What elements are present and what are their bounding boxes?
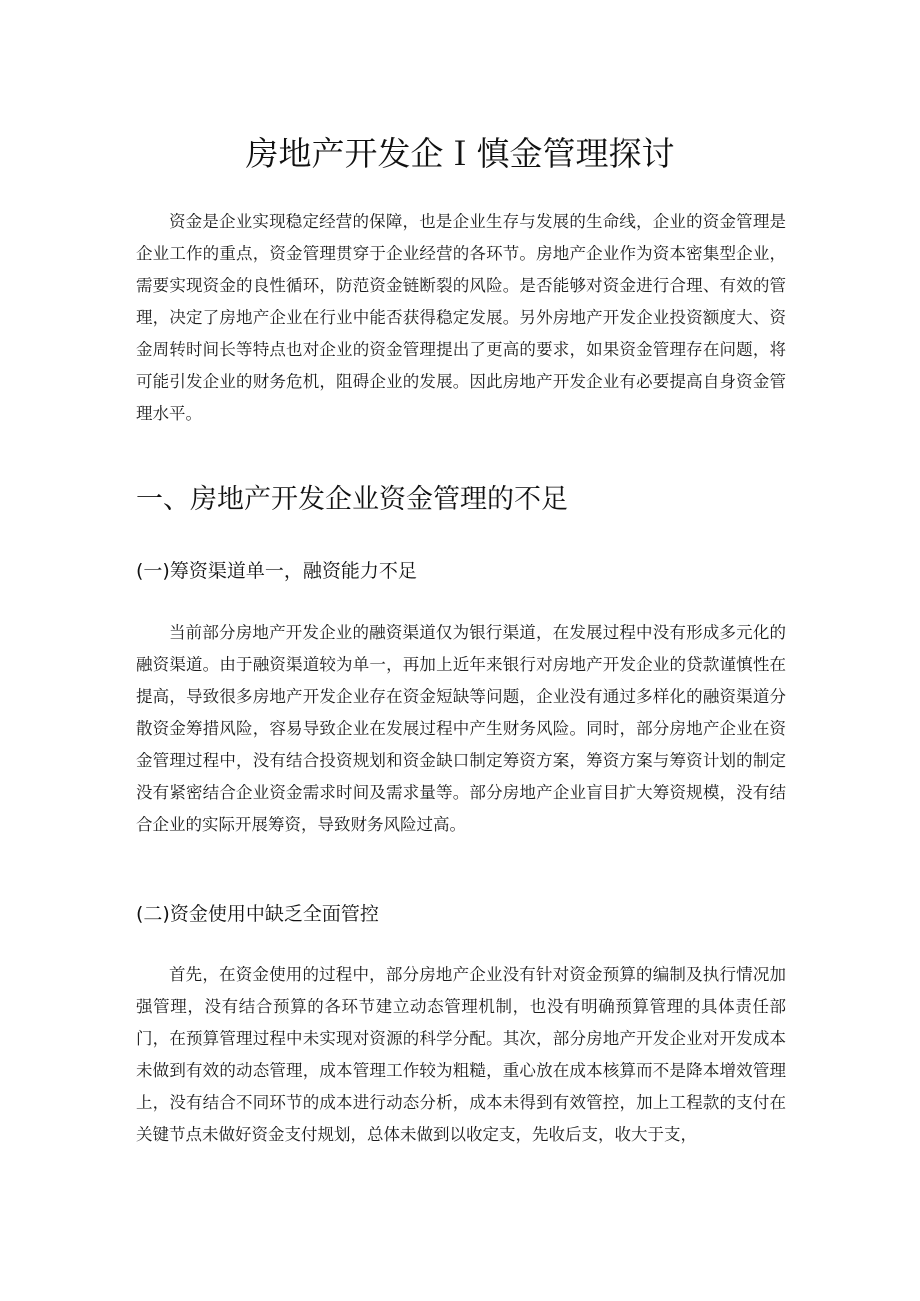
- document-title: 房地产开发企Ｉ慎金管理探讨: [245, 134, 675, 173]
- intro-paragraph: 资金是企业实现稳定经营的保障，也是企业生存与发展的生命线，企业的资金管理是企业工作的重点，资金管理贯穿于企业经营的各环节。房地产企业作为资本密集型企业，需要实现资金的良性循环，防范资金链断裂的风险。是否能够对资金进行合理、有效的管理，决定了房地产企业在行业中能否获得稳定发展。另外房地产开发企业投资额度大、资金周转时间长等特点也对企业的资金管理提出了更高的要求，如果资金管理存在问题，将可能引发企业的财务危机，阻碍企业的发展。因此房地产开发企业有必要提高自身资金管理水平。: [136, 212, 786, 423]
- subsection-heading-1: (一)筹资渠道单一，融资能力不足: [136, 560, 417, 582]
- subsection-heading-2: (二)资金使用中缺乏全面管控: [136, 903, 379, 925]
- subsection-1-paragraph: 当前部分房地产开发企业的融资渠道仅为银行渠道，在发展过程中没有形成多元化的融资渠道。由于融资渠道较为单一，再加上近年来银行对房地产开发企业的贷款谨慎性在提高，导致很多房地产开发企业存在资金短缺等问题，企业没有通过多样化的融资渠道分散资金筹措风险，容易导致企业在发展过程中产生财务风险。同时，部分房地产企业在资金管理过程中，没有结合投资规划和资金缺口制定筹资方案，筹资方案与筹资计划的制定没有紧密结合企业资金需求时间及需求量等。部分房地产企业盲目扩大筹资规模，没有结合企业的实际开展筹资，导致财务风险过高。: [136, 623, 786, 834]
- section-heading-1: 一、房地产开发企业资金管理的不足: [136, 484, 568, 515]
- subsection-2-paragraph: 首先，在资金使用的过程中，部分房地产企业没有针对资金预算的编制及执行情况加强管理，没有结合预算的各环节建立动态管理机制，也没有明确预算管理的具体责任部门，在预算管理过程中未实现对资源的科学分配。其次，部分房地产开发企业对开发成本未做到有效的动态管理，成本管理工作较为粗糙，重心放在成本核算而不是降本增效管理上，没有结合不同环节的成本进行动态分析，成本未得到有效管控，加上工程款的支付在关键节点未做好资金支付规划，总体未做到以收定支，先收后支，收大于支，: [136, 965, 786, 1144]
